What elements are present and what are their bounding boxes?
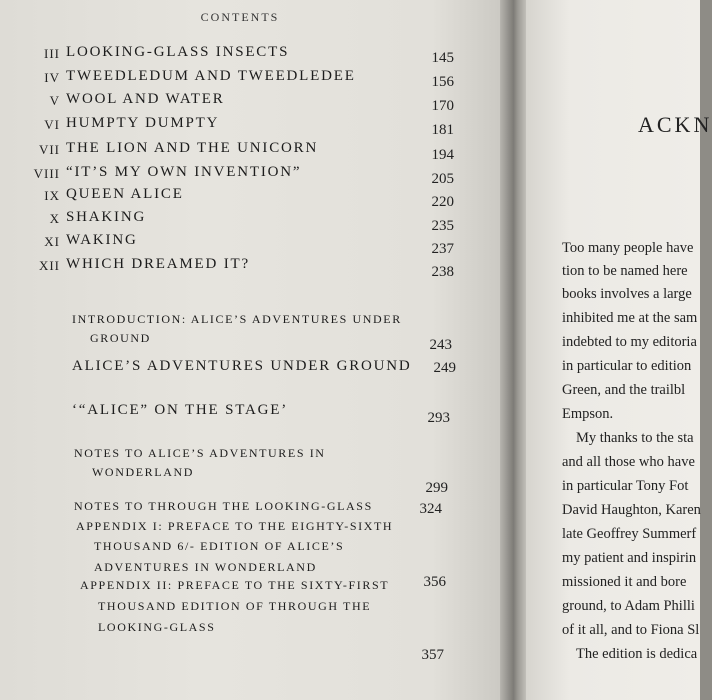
chapter-page: 194: [431, 147, 454, 163]
entry-line: ‘“ALICE” ON THE STAGE’: [72, 402, 288, 418]
body-line: David Haughton, Karen: [562, 502, 701, 518]
body-line: inhibited me at the sam: [562, 310, 698, 326]
chapter-page: 235: [431, 218, 454, 234]
chapter-title: TWEEDLEDUM AND TWEEDLEDEE: [66, 68, 356, 84]
chapter-title: LOOKING-GLASS INSECTS: [66, 44, 290, 60]
chapter-number: XI: [44, 234, 60, 249]
chapter-page: 238: [431, 264, 454, 280]
entry-line: THOUSAND EDITION OF THROUGH THE: [98, 599, 372, 613]
chapter-number: V: [49, 93, 60, 108]
chapter-title: “IT’S MY OWN INVENTION”: [66, 164, 302, 180]
chapter-page: 220: [431, 194, 454, 210]
body-line: The edition is dedica: [576, 646, 698, 662]
chapter-page: 170: [431, 98, 454, 114]
entry-line: ALICE’S ADVENTURES UNDER GROUND: [72, 358, 412, 374]
body-line: Too many people have: [562, 240, 694, 256]
entry-page: 356: [423, 574, 446, 590]
chapter-number: X: [49, 211, 60, 226]
chapter-title: THE LION AND THE UNICORN: [66, 140, 319, 156]
chapter-title: WAKING: [66, 232, 138, 248]
entry-page: 357: [421, 647, 444, 663]
chapter-page: 145: [431, 50, 454, 66]
entry-line: GROUND: [90, 331, 151, 345]
body-line: books involves a large: [562, 286, 692, 302]
body-line: Empson.: [562, 406, 614, 422]
chapter-title: QUEEN ALICE: [66, 186, 184, 202]
body-line: of it all, and to Fiona Sl: [562, 622, 700, 638]
chapter-page: 205: [431, 171, 454, 187]
chapter-number: VIII: [33, 166, 60, 181]
entry-line: NOTES TO THROUGH THE LOOKING-GLASS: [74, 499, 373, 513]
entry-line: APPENDIX I: PREFACE TO THE EIGHTY-SIXTH: [76, 519, 394, 533]
entry-line: LOOKING-GLASS: [98, 620, 216, 634]
body-line: ground, to Adam Philli: [562, 598, 695, 614]
chapter-number: IX: [44, 188, 60, 203]
chapter-title: HUMPTY DUMPTY: [66, 115, 220, 131]
entry-page: 324: [419, 501, 442, 517]
entry-line: INTRODUCTION: ALICE’S ADVENTURES UNDER: [72, 312, 402, 326]
body-line: and all those who have: [562, 454, 695, 470]
entry-page: 293: [427, 410, 450, 426]
body-line: My thanks to the sta: [576, 430, 694, 446]
chapter-number: VI: [44, 117, 60, 132]
entry-line: THOUSAND 6/- EDITION OF ALICE’S: [94, 539, 345, 553]
chapter-page: 237: [431, 241, 454, 257]
body-line: in particular Tony Fot: [562, 478, 689, 494]
contents-header: CONTENTS: [200, 10, 280, 24]
body-line: tion to be named here: [562, 263, 688, 279]
entry-page: 249: [433, 360, 456, 376]
chapter-title: SHAKING: [66, 209, 147, 225]
body-line: missioned it and bore: [562, 574, 687, 590]
chapter-number: IV: [44, 70, 60, 85]
entry-page: 243: [429, 337, 452, 353]
chapter-title: WHICH DREAMED IT?: [66, 256, 250, 272]
body-line: in particular to edition: [562, 358, 692, 374]
entry-line: APPENDIX II: PREFACE TO THE SIXTY-FIRST: [80, 578, 390, 592]
body-line: Green, and the trailbl: [562, 382, 686, 398]
chapter-page: 156: [431, 74, 454, 90]
entry-page: 299: [425, 480, 448, 496]
body-line: my patient and inspirin: [562, 550, 697, 566]
chapter-number: III: [44, 46, 60, 61]
chapter-page: 181: [431, 122, 454, 138]
body-line: indebted to my editoria: [562, 334, 697, 350]
right-page: [526, 0, 712, 700]
chapter-number: VII: [38, 142, 60, 157]
entry-line: ADVENTURES IN WONDERLAND: [94, 560, 317, 574]
acknowledgements-heading: ACKN: [638, 112, 712, 137]
chapter-number: XII: [38, 258, 60, 273]
body-line: late Geoffrey Summerf: [562, 526, 697, 542]
chapter-title: WOOL AND WATER: [66, 91, 225, 107]
entry-line: WONDERLAND: [92, 465, 194, 479]
entry-line: NOTES TO ALICE’S ADVENTURES IN: [74, 446, 326, 460]
